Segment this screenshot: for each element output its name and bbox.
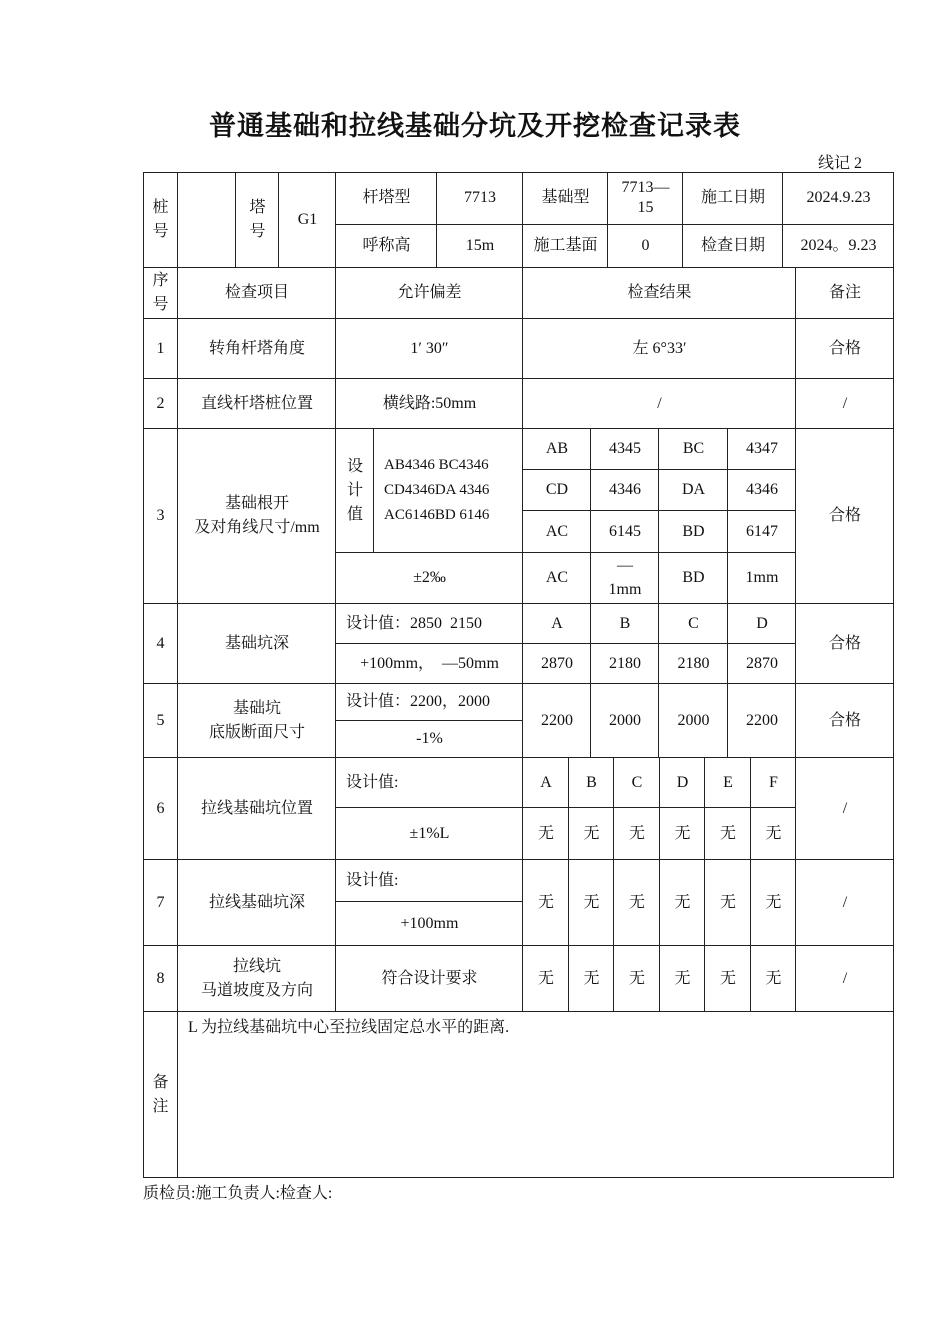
row7-value: 无 xyxy=(674,893,691,911)
row3-result-value: 4346 xyxy=(609,481,641,498)
notes-text: L 为拉线基础坑中心至拉线固定总水平的距离. xyxy=(188,1019,510,1036)
row8-value: 无 xyxy=(674,969,691,987)
row3-deviation-value: 1mm xyxy=(745,569,779,586)
row3-result-label: CD xyxy=(545,481,569,498)
row5-no: 5 xyxy=(156,711,165,729)
row8-tolerance: 符合设计要求 xyxy=(381,969,478,987)
column-header-no: 序 号 xyxy=(152,272,169,313)
base-level-label: 施工基面 xyxy=(533,237,598,254)
row3-result-label: BC xyxy=(682,440,705,457)
row6-header: F xyxy=(769,773,778,791)
row6-header: C xyxy=(631,773,643,791)
row7-value: 无 xyxy=(583,893,600,911)
construction-date-value: 2024.9.23 xyxy=(806,189,871,206)
row7-value: 无 xyxy=(765,893,782,911)
column-header-result: 检查结果 xyxy=(627,284,692,301)
row8-remark: / xyxy=(842,969,848,987)
column-header-tolerance: 允许偏差 xyxy=(397,284,462,301)
row6-header: E xyxy=(723,773,733,791)
row4-remark: 合格 xyxy=(828,634,861,652)
inspection-date-label: 检查日期 xyxy=(700,237,765,254)
row3-design-label: 设 计 值 xyxy=(346,457,363,523)
row6-value: 无 xyxy=(674,824,691,842)
row1-result: 左 6°33′ xyxy=(632,339,687,357)
pile-number-label: 桩 号 xyxy=(152,198,169,240)
document-title: 普通基础和拉线基础分坑及开挖检查记录表 xyxy=(209,111,741,141)
tower-number-value: G1 xyxy=(297,210,318,228)
construction-date-label: 施工日期 xyxy=(700,189,765,206)
row7-item: 拉线基础坑深 xyxy=(208,893,305,911)
row2-remark: / xyxy=(842,394,848,412)
row3-result-value: 4345 xyxy=(609,440,641,457)
row4-design: 设计值：2850 2150 xyxy=(346,614,483,632)
pole-type-value: 7713 xyxy=(464,189,496,206)
row6-value: 无 xyxy=(628,824,645,842)
row3-remark: 合格 xyxy=(828,507,861,524)
foundation-type-value: 7713— 15 xyxy=(621,179,670,216)
row5-tolerance: -1% xyxy=(416,730,443,747)
row7-design: 设计值: xyxy=(346,871,399,889)
row5-value: 2200 xyxy=(746,711,778,729)
row2-item: 直线杆塔桩位置 xyxy=(200,394,313,412)
row5-value: 2000 xyxy=(677,711,710,729)
row5-item: 基础坑 底版断面尺寸 xyxy=(208,699,305,741)
row4-value: 2180 xyxy=(609,654,641,672)
row8-value: 无 xyxy=(583,969,600,987)
row6-remark: / xyxy=(842,799,848,817)
tower-number-label: 塔 号 xyxy=(249,198,266,240)
row6-design: 设计值: xyxy=(346,773,399,791)
row2-tolerance: 横线路:50mm xyxy=(382,394,477,412)
row3-result-label: AC xyxy=(545,522,569,540)
row3-item: 基础根开 及对角线尺寸/mm xyxy=(194,495,320,536)
row3-deviation-label: BD xyxy=(682,569,705,586)
row3-deviation-label: AC xyxy=(545,569,569,586)
row7-value: 无 xyxy=(628,893,645,911)
pole-type-label: 杆塔型 xyxy=(362,189,411,206)
row4-header: D xyxy=(756,614,768,632)
row7-no: 7 xyxy=(156,893,165,911)
row3-no: 3 xyxy=(156,507,165,524)
foundation-type-label: 基础型 xyxy=(541,189,590,206)
row3-result-label: DA xyxy=(681,481,706,498)
row6-header: A xyxy=(540,773,552,791)
row5-remark: 合格 xyxy=(828,711,861,729)
row7-value: 无 xyxy=(719,893,736,911)
row3-tolerance: ±2‰ xyxy=(413,569,446,586)
row8-value: 无 xyxy=(719,969,736,987)
row5-value: 2200 xyxy=(541,711,573,729)
row6-no: 6 xyxy=(156,799,165,817)
row1-remark: 合格 xyxy=(828,339,861,357)
row3-result-value: 4347 xyxy=(746,440,778,457)
column-header-item: 检查项目 xyxy=(224,284,289,301)
base-level-value: 0 xyxy=(641,237,650,254)
column-header-remark: 备注 xyxy=(828,284,861,301)
row3-result-value: 4346 xyxy=(746,481,778,498)
row3-design-value: AB4346 BC4346 CD4346DA 4346 AC6146BD 6146 xyxy=(384,457,490,523)
row4-item: 基础坑深 xyxy=(224,634,289,652)
inspection-table xyxy=(143,172,894,1178)
row8-value: 无 xyxy=(537,969,554,987)
row3-result-label: BD xyxy=(682,522,705,540)
row6-tolerance: ±1%L xyxy=(409,824,450,842)
row8-value: 无 xyxy=(765,969,782,987)
row1-no: 1 xyxy=(156,339,165,357)
row4-tolerance: +100mm， —50mm xyxy=(360,654,499,672)
nominal-height-label: 呼称高 xyxy=(362,237,411,254)
inspection-date-value: 2024。9.23 xyxy=(800,237,877,254)
row3-result-value: 6145 xyxy=(609,522,641,540)
row4-no: 4 xyxy=(156,634,165,652)
row7-tolerance: +100mm xyxy=(400,914,459,932)
row6-value: 无 xyxy=(537,824,554,842)
form-code: 线记 2 xyxy=(817,155,862,172)
row6-value: 无 xyxy=(765,824,782,842)
row4-header: A xyxy=(551,614,563,632)
row4-value: 2870 xyxy=(746,654,778,672)
row5-value: 2000 xyxy=(609,711,641,729)
nominal-height-value: 15m xyxy=(465,237,495,254)
row6-header: D xyxy=(676,773,689,791)
row5-design: 设计值：2200，2000 xyxy=(346,693,491,710)
row6-item: 拉线基础坑位置 xyxy=(200,799,313,817)
row6-value: 无 xyxy=(719,824,736,842)
row4-value: 2870 xyxy=(541,654,573,672)
row1-tolerance: 1′ 30″ xyxy=(410,339,449,357)
row4-value: 2180 xyxy=(677,654,710,672)
row4-header: B xyxy=(619,614,631,632)
row2-result: / xyxy=(657,394,662,412)
row3-result-label: AB xyxy=(545,440,569,457)
row3-deviation-value: — 1mm xyxy=(608,557,642,598)
row1-item: 转角杆塔角度 xyxy=(208,339,305,357)
row7-value: 无 xyxy=(537,893,554,911)
row3-result-value: 6147 xyxy=(746,522,778,540)
row6-value: 无 xyxy=(583,824,600,842)
row4-header: C xyxy=(688,614,699,632)
footer-signatures: 质检员:施工负责人:检查人: xyxy=(143,1185,333,1202)
row7-remark: / xyxy=(842,893,848,911)
row8-item: 拉线坑 马道坡度及方向 xyxy=(200,957,313,999)
pile-number-value xyxy=(178,172,236,267)
row2-no: 2 xyxy=(156,394,165,412)
notes-label: 备 注 xyxy=(152,1074,169,1115)
row6-header: B xyxy=(586,773,597,791)
row8-no: 8 xyxy=(156,969,165,987)
row8-value: 无 xyxy=(628,969,645,987)
